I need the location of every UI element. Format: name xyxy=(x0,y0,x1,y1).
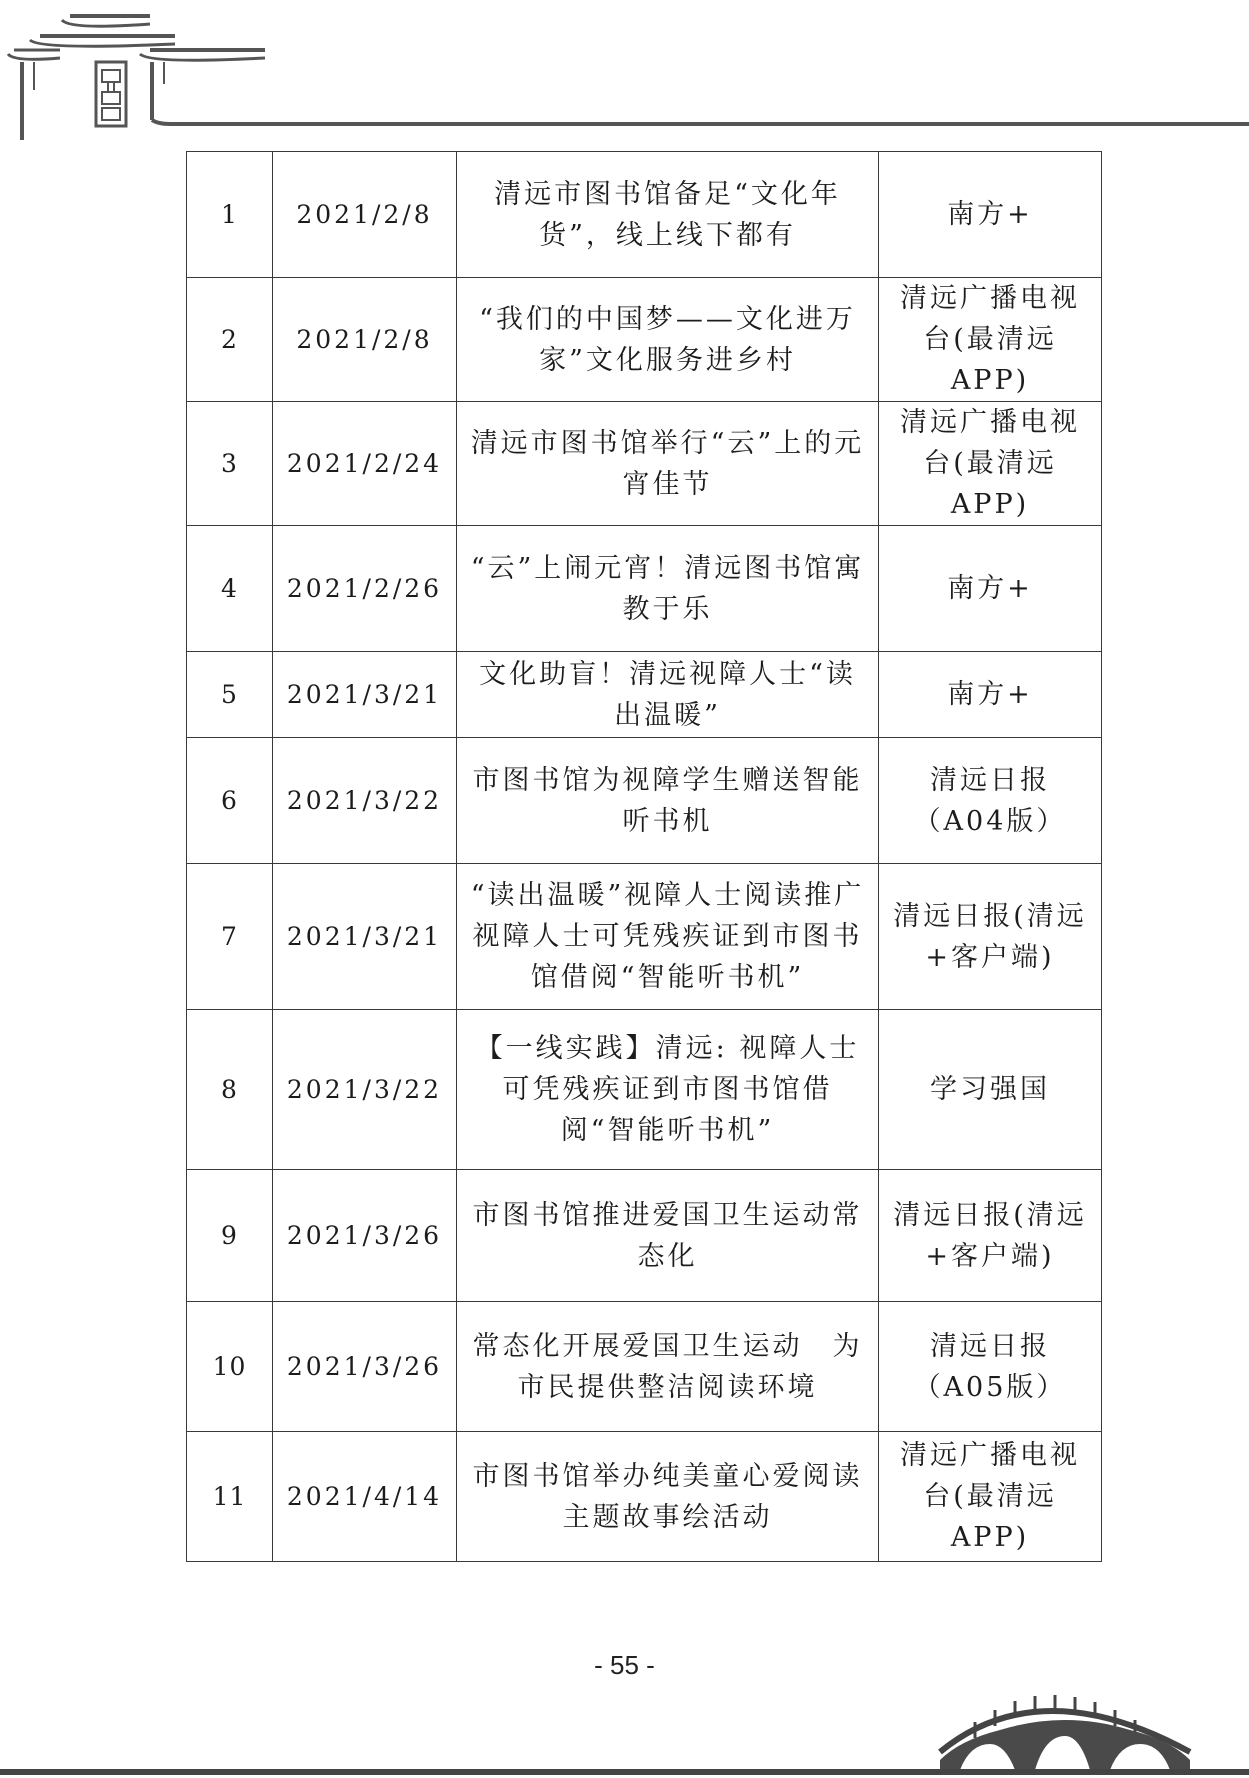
row-title: “我们的中国梦——文化进万家”文化服务进乡村 xyxy=(457,278,879,402)
table-row xyxy=(187,526,1102,652)
row-title: 清远市图书馆举行“云”上的元宵佳节 xyxy=(457,402,879,526)
row-date: 2021/3/26 xyxy=(273,1302,457,1432)
row-title: “云”上闹元宵！清远图书馆寓教于乐 xyxy=(457,526,879,652)
row-source: 南方+ xyxy=(879,652,1102,738)
row-title: 【一线实践】清远: 视障人士可凭残疾证到市图书馆借阅“智能听书机” xyxy=(457,1010,879,1170)
header-eaves-decoration xyxy=(0,0,1249,150)
row-number: 7 xyxy=(187,864,273,1010)
row-source: 清远日报（A04版） xyxy=(879,738,1102,864)
row-date: 2021/4/14 xyxy=(273,1432,457,1562)
table-row xyxy=(187,1010,1102,1170)
table-row xyxy=(187,1432,1102,1562)
row-number: 5 xyxy=(187,652,273,738)
row-date: 2021/2/26 xyxy=(273,526,457,652)
row-title: “读出温暖”视障人士阅读推广视障人士可凭残疾证到市图书馆借阅“智能听书机” xyxy=(457,864,879,1010)
row-date: 2021/3/21 xyxy=(273,652,457,738)
table-row xyxy=(187,864,1102,1010)
row-title: 市图书馆为视障学生赠送智能听书机 xyxy=(457,738,879,864)
bridge-decoration xyxy=(0,1640,1249,1778)
row-date: 2021/3/21 xyxy=(273,864,457,1010)
row-source: 清远日报（A05版） xyxy=(879,1302,1102,1432)
row-number: 8 xyxy=(187,1010,273,1170)
row-date: 2021/3/26 xyxy=(273,1170,457,1302)
row-number: 1 xyxy=(187,152,273,278)
row-number: 6 xyxy=(187,738,273,864)
row-date: 2021/3/22 xyxy=(273,1010,457,1170)
row-number: 9 xyxy=(187,1170,273,1302)
row-source: 清远广播电视台(最清远APP) xyxy=(879,402,1102,526)
table-row xyxy=(187,1302,1102,1432)
row-number: 10 xyxy=(187,1302,273,1432)
table-row xyxy=(187,278,1102,402)
row-source: 学习强国 xyxy=(879,1010,1102,1170)
row-date: 2021/2/8 xyxy=(273,152,457,278)
row-source: 南方+ xyxy=(879,526,1102,652)
row-title: 清远市图书馆备足“文化年货”，线上线下都有 xyxy=(457,152,879,278)
row-number: 2 xyxy=(187,278,273,402)
row-title: 文化助盲！清远视障人士“读出温暖” xyxy=(457,652,879,738)
row-title: 市图书馆举办纯美童心爱阅读主题故事绘活动 xyxy=(457,1432,879,1562)
page-number: - 55 - xyxy=(594,1650,655,1680)
table-row xyxy=(187,152,1102,278)
row-source: 清远广播电视台(最清远APP) xyxy=(879,278,1102,402)
row-title: 常态化开展爱国卫生运动 为市民提供整洁阅读环境 xyxy=(457,1302,879,1432)
row-number: 4 xyxy=(187,526,273,652)
row-date: 2021/2/24 xyxy=(273,402,457,526)
table-row xyxy=(187,652,1102,738)
table-row xyxy=(187,1170,1102,1302)
row-source: 清远日报(清远+客户端) xyxy=(879,864,1102,1010)
media-report-table xyxy=(186,151,1102,1562)
row-number: 11 xyxy=(187,1432,273,1562)
row-source: 清远广播电视台(最清远APP) xyxy=(879,1432,1102,1562)
row-date: 2021/2/8 xyxy=(273,278,457,402)
row-source: 南方+ xyxy=(879,152,1102,278)
row-date: 2021/3/22 xyxy=(273,738,457,864)
table-row xyxy=(187,738,1102,864)
row-source: 清远日报(清远+客户端) xyxy=(879,1170,1102,1302)
table-row xyxy=(187,402,1102,526)
row-title: 市图书馆推进爱国卫生运动常态化 xyxy=(457,1170,879,1302)
row-number: 3 xyxy=(187,402,273,526)
